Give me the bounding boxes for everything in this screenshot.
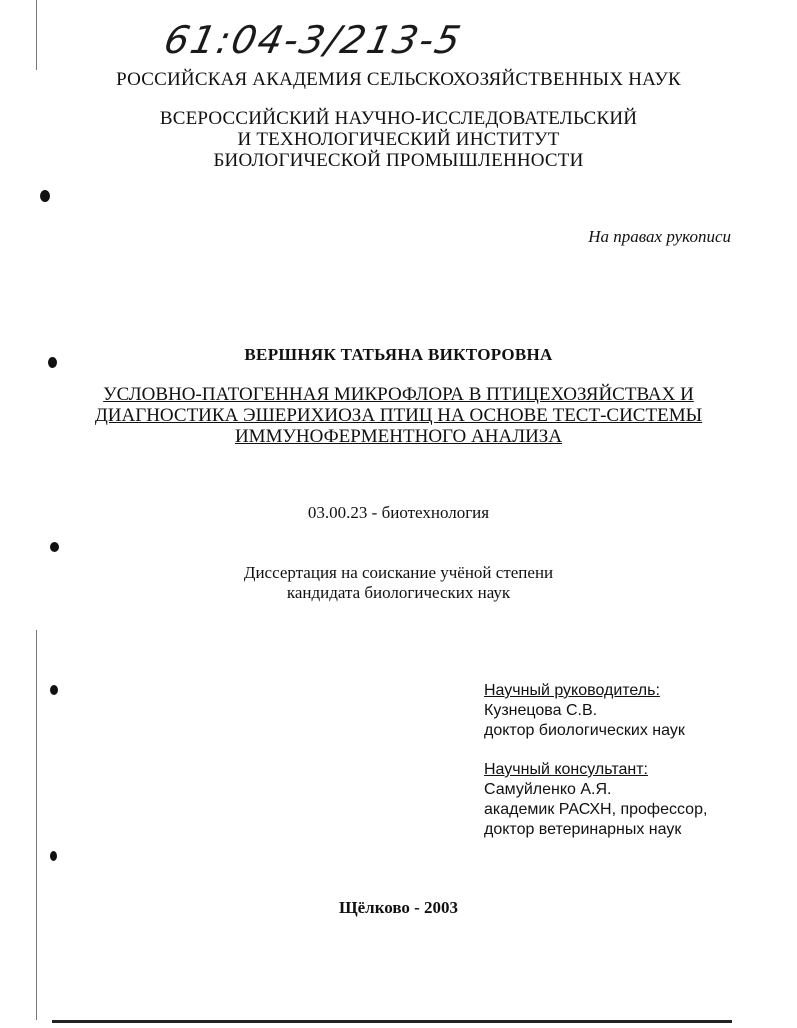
consultant-heading: Научный консультант: [484, 761, 648, 778]
scan-edge-line [36, 0, 37, 70]
supervisor-heading: Научный руководитель: [484, 682, 660, 699]
academy-name: РОССИЙСКАЯ АКАДЕМИЯ СЕЛЬСКОХОЗЯЙСТВЕННЫХ НАУК [116, 69, 681, 90]
scan-blot [50, 851, 57, 861]
specialty: 03.00.23 - биотехнология [307, 503, 490, 522]
advisors-block [484, 681, 707, 840]
place-and-year: Щёлково - 2003 [338, 898, 459, 917]
title-line: ИММУНОФЕРМЕНТНОГО АНАЛИЗА [234, 426, 563, 447]
institute-line: И ТЕХНОЛОГИЧЕСКИЙ ИНСТИТУТ [237, 129, 560, 150]
scan-blot [50, 685, 58, 695]
scan-edge-line [36, 630, 37, 1020]
author-name: ВЕРШНЯК ТАТЬЯНА ВИКТОРОВНА [244, 345, 553, 364]
degree-line: кандидата биологических наук [286, 583, 511, 602]
title-line: УСЛОВНО-ПАТОГЕННАЯ МИКРОФЛОРА В ПТИЦЕХОЗЯЙСТВАХ И [103, 384, 694, 405]
consultant-title: академик РАСХН, профессор, [484, 801, 708, 818]
consultant-title: доктор ветеринарных наук [484, 821, 682, 838]
scan-bottom-edge [52, 1020, 732, 1023]
title-line: ДИАГНОСТИКА ЭШЕРИХИОЗА ПТИЦ НА ОСНОВЕ ТЕСТ-СИСТЕМЫ [94, 405, 703, 426]
dissertation-title [0, 384, 797, 447]
spacer [484, 741, 707, 760]
manuscript-note: На правах рукописи [588, 227, 731, 246]
handwritten-catalog-number: 61:04-3/213-5 [160, 18, 467, 62]
consultant-name: Самуйленко А.Я. [484, 781, 612, 798]
supervisor-name: Кузнецова С.В. [484, 702, 598, 719]
degree-statement [0, 563, 797, 603]
degree-line: Диссертация на соискание учёной степени [243, 563, 554, 582]
scan-blot [50, 542, 59, 552]
supervisor-title: доктор биологических наук [484, 722, 685, 739]
scan-blot [40, 190, 50, 202]
institute-name [0, 108, 797, 171]
institute-line: ВСЕРОССИЙСКИЙ НАУЧНО-ИССЛЕДОВАТЕЛЬСКИЙ [159, 108, 638, 129]
institute-line: БИОЛОГИЧЕСКОЙ ПРОМЫШЛЕННОСТИ [213, 150, 584, 171]
